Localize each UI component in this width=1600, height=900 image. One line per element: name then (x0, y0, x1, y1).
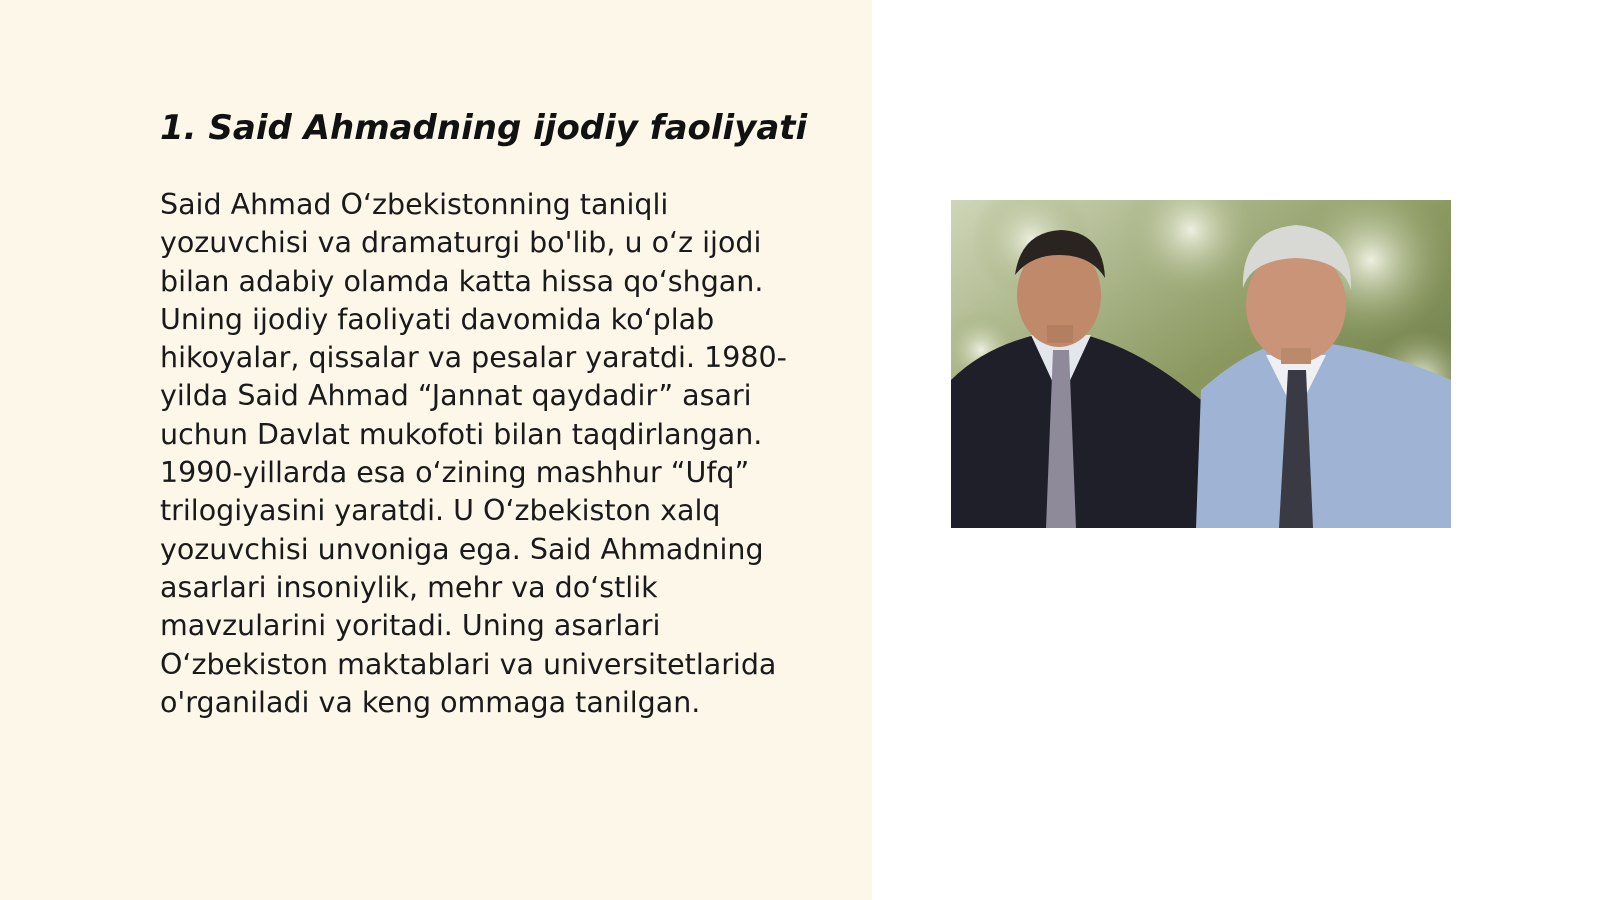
photo-illustration (951, 200, 1451, 528)
portrait-photo (951, 200, 1451, 528)
slide-title: 1. Said Ahmadning ijodiy faoliyati (160, 108, 808, 148)
slide-body-text: Said Ahmad O‘zbekistonning taniqli yozuvchisi va dramaturgi bo'lib, u o‘z ijodi bilan adabiy olamda katta hissa qo‘shgan. Uning ijodiy faoliyati davomida ko‘plab hikoyalar, qissalar va pesalar yaratdi. 1980-yilda Said Ahmad “Jannat qaydadir” asari uchun Davlat mukofoti bilan taqdirlangan. 1990-yillarda esa o‘zining mashhur “Ufq” trilogiyasini yaratdi. U O‘zbekiston xalq yozuvchisi unvoniga ega. Said Ahmadning asarlari insoniylik, mehr va do‘stlik mavzularini yoritadi. Uning asarlari O‘zbekiston maktablari va universitetlarida o'rganiladi va keng ommaga tanilgan. (160, 188, 787, 719)
